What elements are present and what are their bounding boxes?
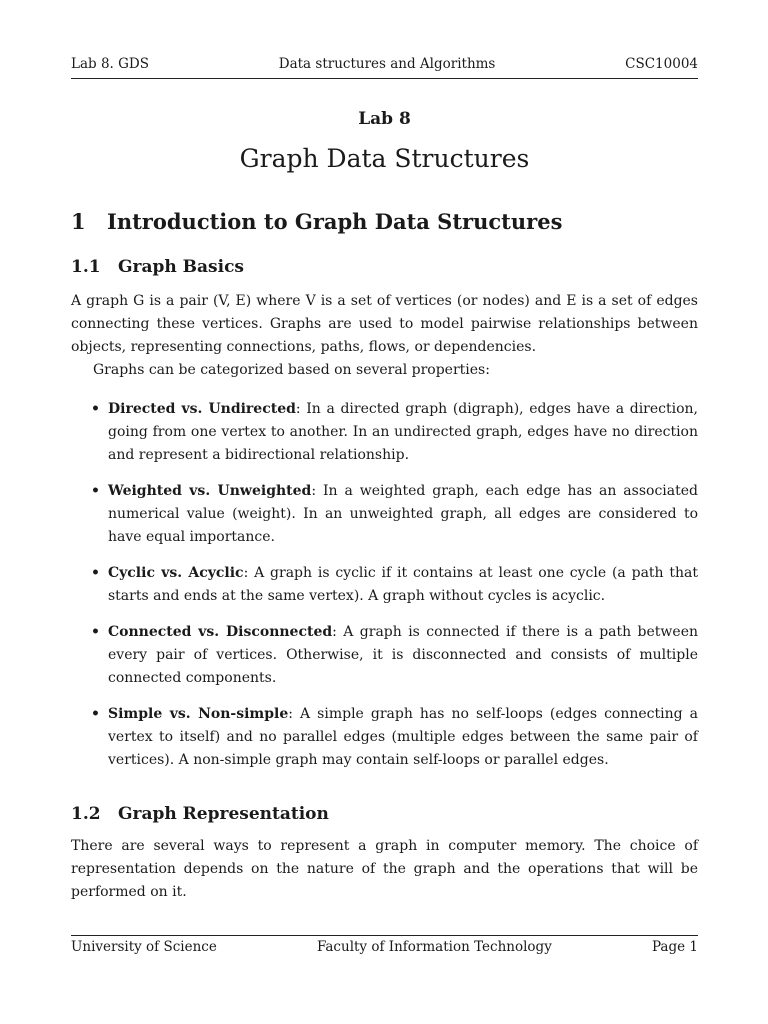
section-title: Introduction to Graph Data Structures xyxy=(107,209,563,234)
header-right: CSC10004 xyxy=(625,56,698,72)
page-title: Graph Data Structures xyxy=(239,144,530,173)
footer-rule xyxy=(71,935,698,936)
categorized-paragraph: Graphs can be categorized based on several properties: xyxy=(93,362,490,378)
bullet-icon: • xyxy=(91,401,100,417)
subsection-title: Graph Representation xyxy=(118,804,329,824)
header-rule xyxy=(71,78,698,79)
subsection-heading-1-1 xyxy=(71,254,698,280)
property-text: : A graph is cyclic if it contains at least one cycle (a path that starts and ends at the same vertex). A graph without cycles is acyclic. xyxy=(108,565,698,604)
subsection-heading-1-2 xyxy=(71,801,698,827)
list-item xyxy=(71,480,698,549)
graph-definition-paragraph: A graph G is a pair (V, E) where V is a set of vertices (or nodes) and E is a set of edges connecting these vertices. Graphs are used to model pairwise relationships between objects, representing connections, paths, flows, or dependencies. xyxy=(71,293,698,355)
footer-left: University of Science xyxy=(71,939,217,955)
graph-properties-list xyxy=(71,398,698,772)
list-item xyxy=(71,562,698,608)
page-content xyxy=(71,106,698,904)
subsection-number: 1.1 xyxy=(71,257,101,277)
page-footer xyxy=(71,939,698,955)
bullet-icon: • xyxy=(91,624,100,640)
page-header xyxy=(71,56,698,72)
property-term: Simple vs. Non-simple xyxy=(108,706,289,722)
page-number: Page 1 xyxy=(651,939,698,955)
bullet-icon: • xyxy=(91,483,100,499)
property-text: : In a weighted graph, each edge has an associated numerical value (weight). In an unweighted graph, all edges are considered to have equal importance. xyxy=(108,483,698,545)
subsection-number: 1.2 xyxy=(71,804,101,824)
footer-center: Faculty of Information Technology xyxy=(316,939,552,955)
list-item xyxy=(71,621,698,690)
property-text: : In a directed graph (digraph), edges have a direction, going from one vertex to another. In an undirected graph, edges have no direction and represent a bidirectional relationship. xyxy=(108,401,699,463)
header-center: Data structures and Algorithms xyxy=(278,56,496,72)
property-text: : A simple graph has no self-loops (edges connecting a vertex to itself) and no parallel edges (multiple edges between the same pair of vertices). A non-simple graph may contain self-loops or parallel edges. xyxy=(108,706,698,768)
property-term: Cyclic vs. Acyclic xyxy=(108,565,244,581)
bullet-icon: • xyxy=(91,706,100,722)
property-text: : A graph is connected if there is a path between every pair of vertices. Otherwise, it is disconnected and consists of multiple connected components. xyxy=(108,624,698,686)
subsection-title: Graph Basics xyxy=(118,257,244,277)
bullet-icon: • xyxy=(91,565,100,581)
list-item xyxy=(71,703,698,772)
lab-label: Lab 8 xyxy=(358,109,411,129)
header-left: Lab 8. GDS xyxy=(71,56,149,72)
representation-paragraph: There are several ways to represent a graph in computer memory. The choice of representation depends on the nature of the graph and the operations that will be performed on it. xyxy=(71,838,698,900)
property-term: Weighted vs. Unweighted xyxy=(108,483,312,499)
property-term: Directed vs. Undirected xyxy=(108,401,296,417)
section-number: 1 xyxy=(71,209,86,234)
section-heading-1 xyxy=(71,207,698,237)
list-item xyxy=(71,398,698,467)
property-term: Connected vs. Disconnected xyxy=(108,624,333,640)
